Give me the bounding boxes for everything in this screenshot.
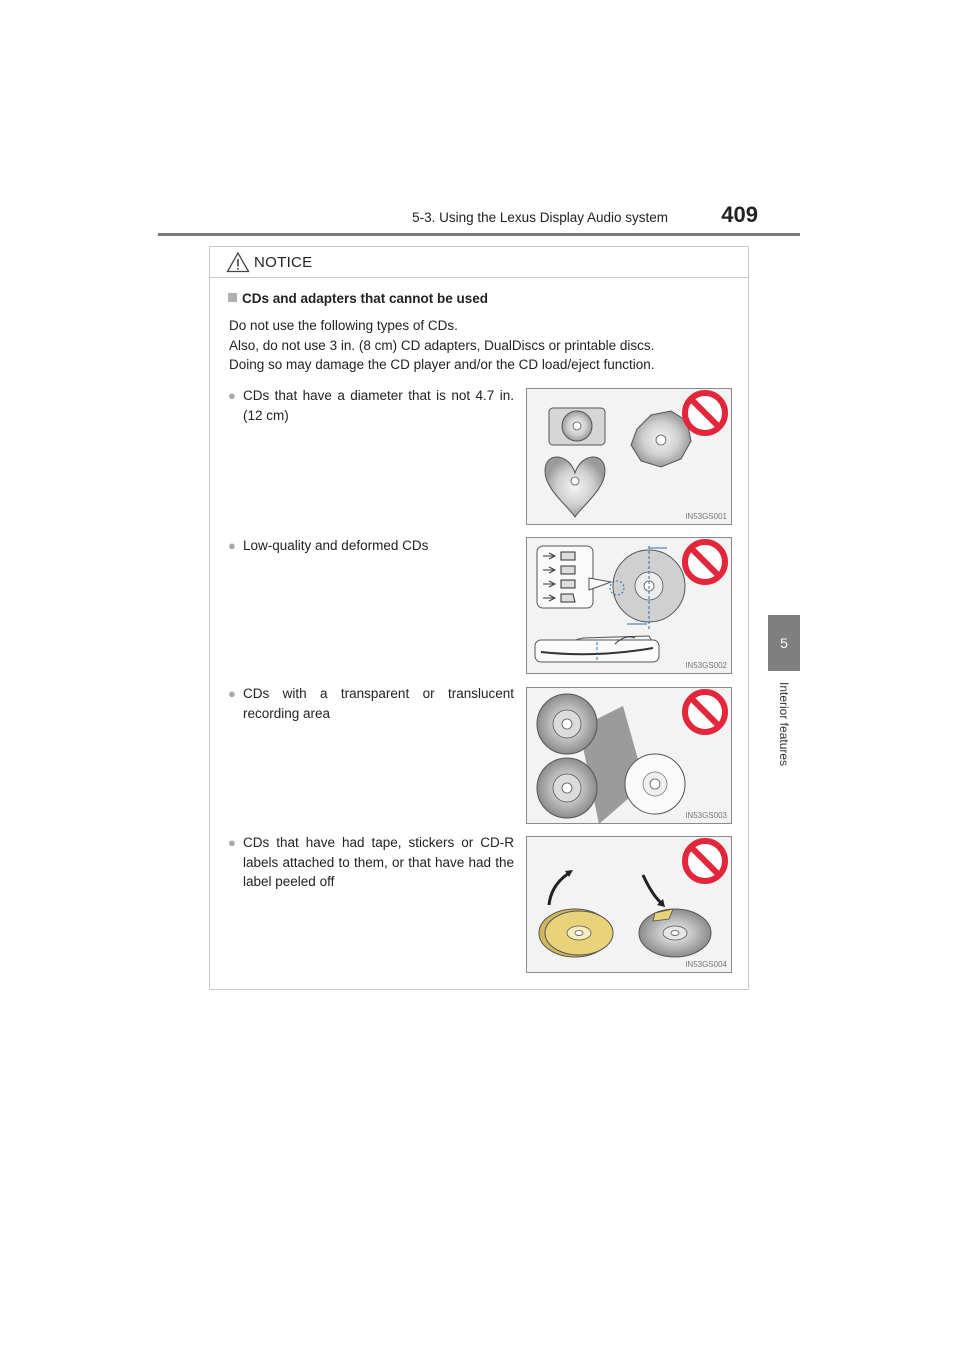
section-title-text: CDs and adapters that cannot be used [242,291,489,306]
bullet-icon: ● [228,538,236,553]
chapter-label [770,682,798,792]
figure-code: IN53GS002 [685,661,727,670]
section-heading: 5-3. Using the Lexus Display Audio system [412,210,668,225]
list-item-text: CDs that have a diameter that is not 4.7 in. (12 cm) [243,388,514,423]
list-item [228,833,514,892]
deformed-cds-illustration [527,538,731,673]
labeled-cds-illustration [527,837,731,972]
wrong-diameter-cds-illustration [527,389,731,524]
chapter-label-text: Interior features [777,682,791,767]
chapter-tab: 5 [768,615,800,671]
header-rule [158,233,800,236]
list-item-text: CDs with a transparent or translucent recording area [243,686,514,721]
figure-wrong-diameter [526,388,732,525]
intro-line: Do not use the following types of CDs. [229,318,458,333]
notice-box [209,246,749,990]
list-item [228,386,514,425]
intro-paragraph [229,316,729,375]
notice-header [210,247,748,278]
square-bullet-icon [228,293,237,302]
figure-code: IN53GS003 [685,811,727,820]
list-item-text: Low-quality and deformed CDs [243,538,429,553]
intro-line: Also, do not use 3 in. (8 cm) CD adapters, DualDiscs or printable discs. [229,337,655,353]
bullet-icon: ● [228,686,236,701]
transparent-cds-illustration [527,688,731,823]
warning-triangle-icon [226,251,250,273]
page-number: 409 [721,202,758,227]
list-item-text: CDs that have had tape, stickers or CD-R labels attached to them, or that have had the label peeled off [243,835,514,889]
list-item [228,536,514,556]
notice-label: NOTICE [254,254,313,271]
figure-transparent [526,687,732,824]
section-title [228,291,488,306]
figure-labeled [526,836,732,973]
bullet-icon: ● [228,835,236,850]
page-header [158,200,800,236]
list-item [228,684,514,723]
bullet-icon: ● [228,388,236,403]
intro-line: Doing so may damage the CD player and/or the CD load/eject function. [229,357,655,372]
figure-deformed [526,537,732,674]
figure-code: IN53GS004 [685,960,727,969]
figure-code: IN53GS001 [685,512,727,521]
